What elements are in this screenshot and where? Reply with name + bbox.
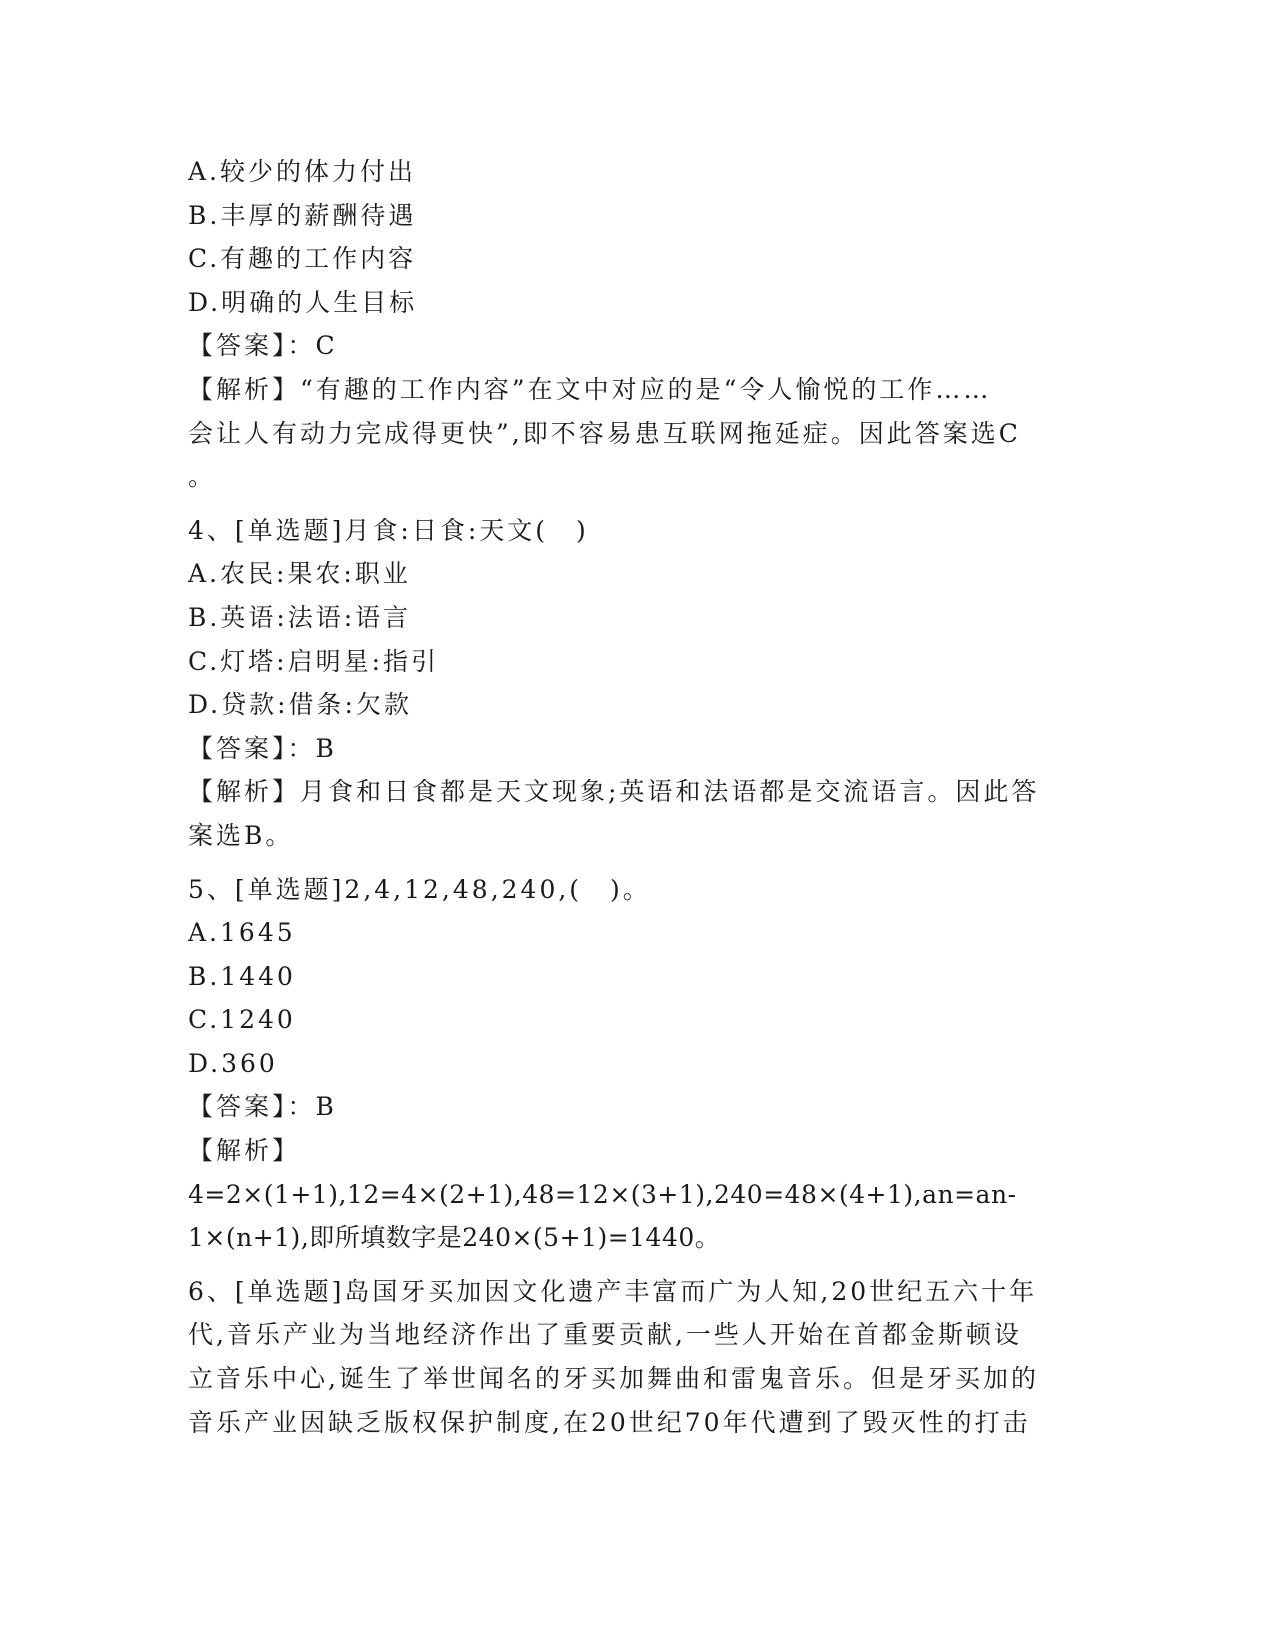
q4-option-a: A.农民:果农:职业 bbox=[188, 559, 411, 589]
q6-question-line: 代,音乐产业为当地经济作出了重要贡献,一些人开始在首都金斯顿设 bbox=[188, 1320, 1022, 1350]
q6-question-line: 立音乐中心,诞生了举世闻名的牙买加舞曲和雷鬼音乐。但是牙买加的 bbox=[188, 1364, 1039, 1394]
q3-option-d: D.明确的人生目标 bbox=[188, 287, 418, 317]
q3-analysis bbox=[188, 368, 1088, 499]
q5-option-c: C.1240 bbox=[188, 1005, 296, 1035]
q3-analysis-line: 。 bbox=[188, 462, 217, 492]
q5-analysis-label: 【解析】 bbox=[188, 1136, 301, 1166]
q5-analysis bbox=[188, 1173, 1088, 1260]
q6-question-line: 音乐产业因缺乏版权保护制度,在20世纪70年代遭到了毁灭性的打击 bbox=[188, 1407, 1031, 1437]
q5-option-a: A.1645 bbox=[188, 918, 296, 948]
q3-option-b: B.丰厚的薪酬待遇 bbox=[188, 200, 417, 230]
q4-analysis bbox=[188, 770, 1088, 857]
q3-answer: 【答案】：C bbox=[188, 331, 338, 361]
q6-question bbox=[188, 1270, 1088, 1444]
q5-answer: 【答案】：B bbox=[188, 1092, 337, 1122]
q5-option-b: B.1440 bbox=[188, 961, 296, 991]
q4-question: 4、[单选题]月食:日食:天文( ) bbox=[188, 515, 589, 545]
q4-analysis-line: 【解析】月食和日食都是天文现象;英语和法语都是交流语言。因此答 bbox=[188, 777, 1040, 807]
q4-option-c: C.灯塔:启明星:指引 bbox=[188, 646, 440, 676]
q5-analysis-line: 1×(n+1),即所填数字是240×(5+1)=1440。 bbox=[188, 1223, 721, 1253]
q5-analysis-line: 4=2×(1+1),12=4×(2+1),48=12×(3+1),240=48×(4+1),an=an- bbox=[188, 1179, 1017, 1209]
q6-question-line: 6、[单选题]岛国牙买加因文化遗产丰富而广为人知,20世纪五六十年 bbox=[188, 1276, 1038, 1306]
q4-option-b: B.英语:法语:语言 bbox=[188, 602, 412, 632]
q4-option-d: D.贷款:借条:欠款 bbox=[188, 690, 412, 720]
q5-option-d: D.360 bbox=[188, 1048, 278, 1078]
q3-analysis-line: 会让人有动力完成得更快”,即不容易患互联网拖延症。因此答案选C bbox=[188, 418, 1021, 448]
q3-option-a: A.较少的体力付出 bbox=[188, 157, 417, 186]
q4-analysis-line: 案选B。 bbox=[188, 820, 294, 850]
q3-option-c: C.有趣的工作内容 bbox=[188, 244, 417, 274]
q4-answer: 【答案】：B bbox=[188, 733, 337, 763]
q5-question: 5、[单选题]2,4,12,48,240,( )。 bbox=[188, 874, 651, 904]
q3-analysis-line: 【解析】“有趣的工作内容”在文中对应的是“令人愉悦的工作…… bbox=[188, 374, 992, 404]
document-page bbox=[188, 150, 1088, 1444]
